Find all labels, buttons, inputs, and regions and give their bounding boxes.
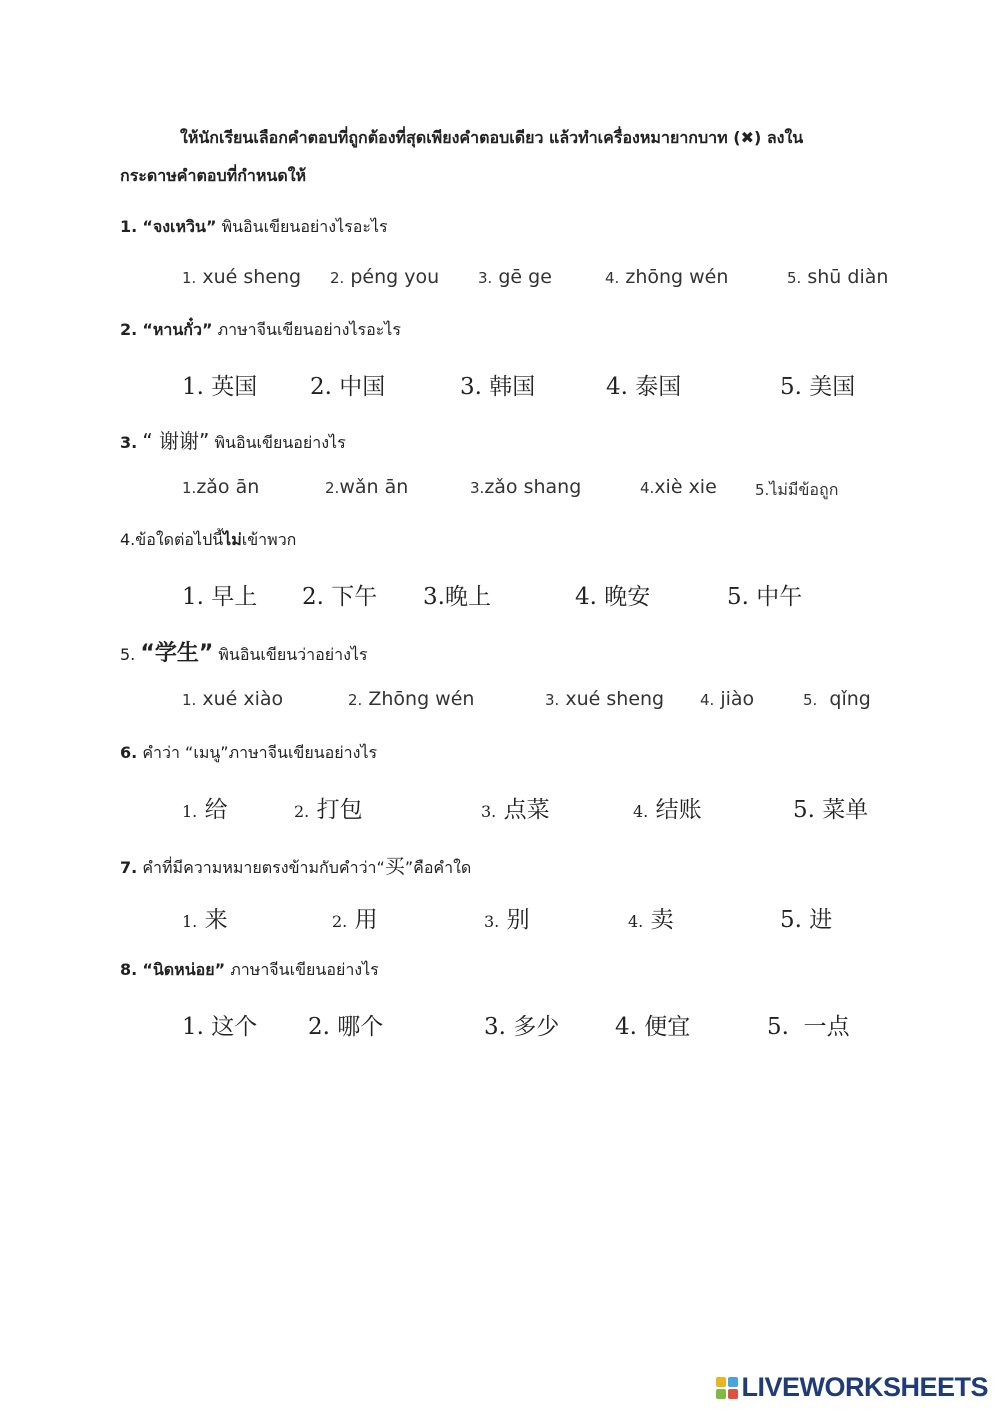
- question-7: 7. คำที่มีความหมายตรงข้ามกับคำว่า“买”คือคำใด: [120, 854, 472, 878]
- q1-option-1[interactable]: 1. xué sheng: [182, 266, 302, 288]
- instruction-line-1: ให้นักเรียนเลือกคำตอบที่ถูกต้องที่สุดเพียงคำตอบเดียว แล้วทำเครื่องหมายากบาท (✖) ลงใน: [180, 128, 804, 147]
- question-8: 8. “นิดหน่อย” ภาษาจีนเขียนอย่างไร: [120, 960, 379, 979]
- question-5: 5. “学生” พินอินเขียนว่าอย่างไร: [120, 641, 368, 666]
- cross-icon: ✖: [740, 128, 754, 147]
- question-6: 6. คำว่า “เมนู”ภาษาจีนเขียนอย่างไร: [120, 743, 378, 762]
- q4-option-4[interactable]: 4. 晚安: [575, 584, 651, 610]
- q7-option-2[interactable]: 2. 用: [332, 907, 378, 933]
- q1-option-5[interactable]: 5. shū diàn: [787, 266, 889, 288]
- q4-option-1[interactable]: 1. 早上: [182, 584, 258, 610]
- q1-option-3[interactable]: 3. gē ge: [478, 266, 552, 288]
- q6-option-3[interactable]: 3. 点菜: [481, 797, 550, 823]
- q1-option-2[interactable]: 2. péng you: [330, 266, 440, 288]
- q4-option-5[interactable]: 5. 中午: [727, 584, 803, 610]
- logo-square-3: [716, 1389, 726, 1399]
- q6-option-1[interactable]: 1. 给: [182, 797, 228, 823]
- liveworksheets-logo[interactable]: [716, 1372, 988, 1403]
- question-3: 3. “ 谢谢” พินอินเขียนอย่างไร: [120, 429, 346, 453]
- question-2: 2. “หานกั๋ว” ภาษาจีนเขียนอย่างไรอะไร: [120, 320, 401, 339]
- q8-option-3[interactable]: 3. 多少: [484, 1014, 560, 1040]
- q5-option-4[interactable]: 4. jiào: [700, 688, 755, 710]
- q8-option-4[interactable]: 4. 便宜: [615, 1014, 691, 1040]
- logo-text: LIVEWORKSHEETS: [741, 1372, 988, 1402]
- q7-option-3[interactable]: 3. 别: [484, 907, 530, 933]
- question-4: 4.ข้อใดต่อไปนี้ไม่เข้าพวก: [120, 530, 297, 549]
- q4-option-2[interactable]: 2. 下午: [302, 584, 378, 610]
- logo-square-1: [716, 1377, 726, 1387]
- q8-option-2[interactable]: 2. 哪个: [308, 1014, 384, 1040]
- q7-option-5[interactable]: 5. 进: [780, 907, 833, 933]
- q5-option-3[interactable]: 3. xué sheng: [545, 688, 665, 710]
- instruction-line-2: กระดาษคำตอบที่กำหนดให้: [120, 166, 307, 185]
- q8-option-5[interactable]: 5. 一点: [767, 1014, 850, 1040]
- logo-square-2: [728, 1377, 738, 1387]
- q3-option-1[interactable]: 1.zǎo ān: [182, 476, 260, 498]
- q2-option-3[interactable]: 3. 韩国: [460, 374, 536, 400]
- logo-square-4: [728, 1389, 738, 1399]
- q1-option-4[interactable]: 4. zhōng wén: [605, 266, 729, 288]
- q6-option-4[interactable]: 4. 结账: [633, 797, 702, 823]
- q3-option-5[interactable]: 5.ไม่มีข้อถูก: [755, 480, 839, 499]
- q5-option-1[interactable]: 1. xué xiào: [182, 688, 284, 710]
- q7-option-1[interactable]: 1. 来: [182, 907, 228, 933]
- q8-option-1[interactable]: 1. 这个: [182, 1014, 258, 1040]
- q3-option-2[interactable]: 2.wǎn ān: [325, 476, 409, 498]
- q7-option-4[interactable]: 4. 卖: [628, 907, 674, 933]
- q4-option-3[interactable]: 3.晚上: [423, 584, 491, 610]
- q2-option-4[interactable]: 4. 泰国: [606, 374, 682, 400]
- q6-option-2[interactable]: 2. 打包: [294, 797, 363, 823]
- q2-option-1[interactable]: 1. 英国: [182, 374, 258, 400]
- question-1: 1. “จงเหวิน” พินอินเขียนอย่างไรอะไร: [120, 217, 388, 236]
- q2-option-2[interactable]: 2. 中国: [310, 374, 386, 400]
- q3-option-3[interactable]: 3.zǎo shang: [470, 476, 582, 498]
- q2-option-5[interactable]: 5. 美国: [780, 374, 856, 400]
- q5-option-5[interactable]: 5. qǐng: [803, 688, 871, 710]
- q6-option-5[interactable]: 5. 菜单: [793, 797, 869, 823]
- logo-grid-icon: [716, 1377, 738, 1399]
- q5-option-2[interactable]: 2. Zhōng wén: [348, 688, 475, 710]
- q3-option-4[interactable]: 4.xiè xie: [640, 476, 717, 498]
